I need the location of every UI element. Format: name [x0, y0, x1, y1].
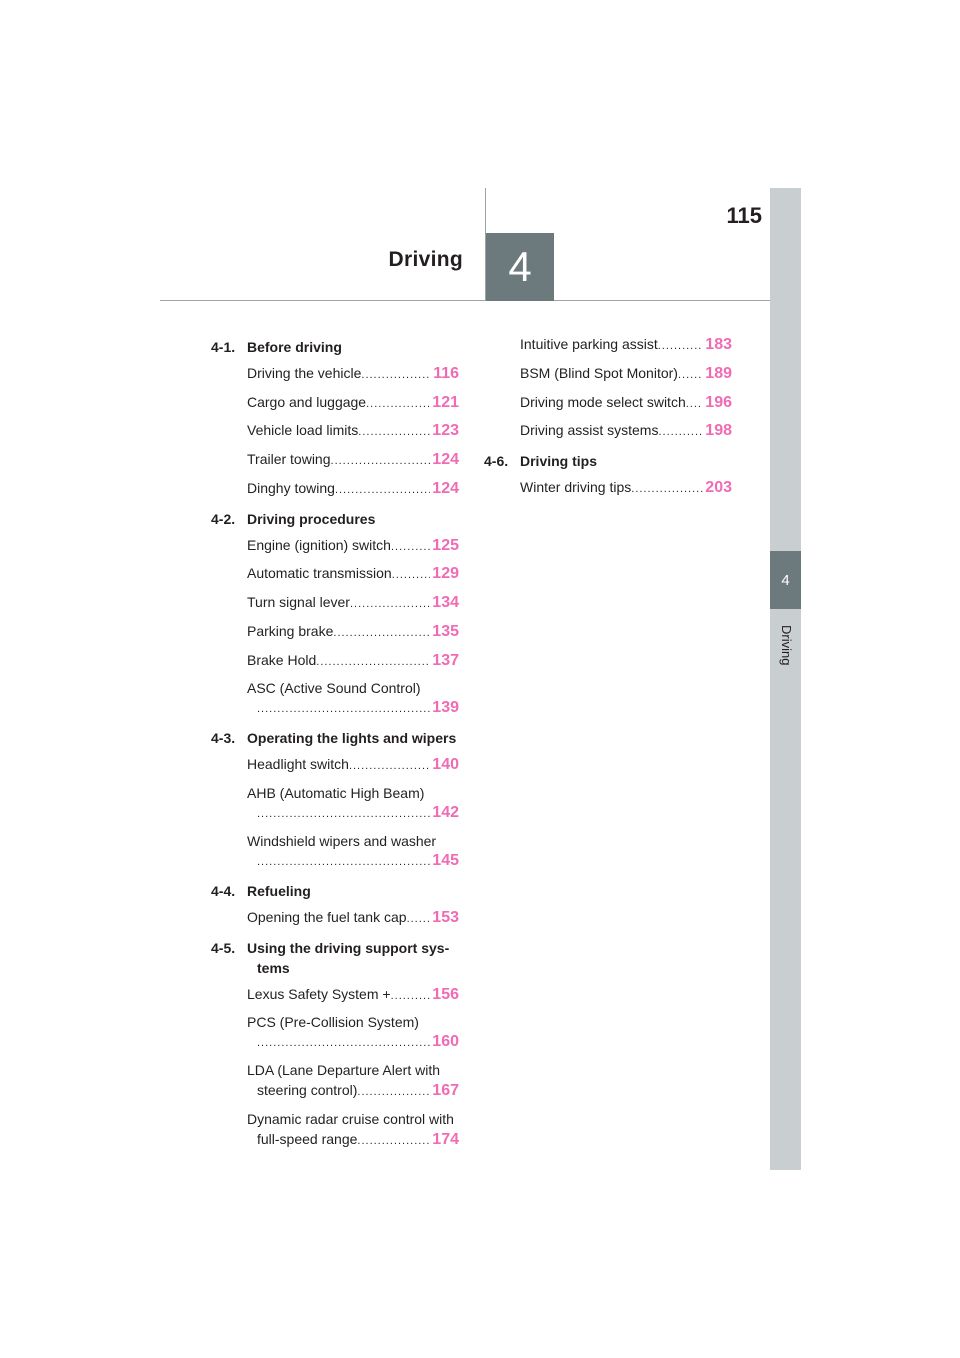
entry-title: Brake Hold	[247, 651, 317, 668]
entry-page-link[interactable]: 124	[432, 451, 459, 469]
toc-entry[interactable]	[247, 563, 459, 585]
toc-section-4-1[interactable]	[211, 337, 459, 357]
entry-title: Opening the fuel tank cap	[247, 908, 407, 925]
leader-dots	[392, 565, 431, 585]
leader-dots	[333, 623, 430, 643]
entry-title: Winter driving tips	[520, 479, 632, 496]
sidebar-label	[771, 625, 801, 685]
entry-page-link[interactable]: 134	[432, 594, 459, 612]
section-number: 4-4.	[211, 882, 236, 899]
toc-entry[interactable]	[247, 1109, 459, 1151]
entry-page-link[interactable]: 121	[432, 393, 459, 411]
page-number: 115	[726, 203, 762, 228]
entry-title: LDA (Lane Departure Alert with	[247, 1061, 440, 1078]
section-number: 4-5.	[211, 939, 236, 956]
entry-title: Intuitive parking assist	[520, 336, 658, 352]
entry-page-link[interactable]: 153	[432, 908, 459, 926]
toc-entry[interactable]	[247, 535, 459, 557]
chapter-number-box	[486, 233, 554, 301]
section-title: Before driving	[247, 339, 342, 355]
leader-dots	[357, 1131, 430, 1151]
entry-title: Cargo and luggage	[247, 393, 367, 410]
toc-entry[interactable]	[247, 478, 459, 500]
toc-entry[interactable]	[247, 449, 459, 471]
section-title-continued: tems	[257, 959, 290, 976]
entry-title: Trailer towing	[247, 451, 331, 468]
toc-column-right	[484, 334, 732, 506]
leader-dots	[686, 394, 704, 414]
entry-title: Parking brake	[247, 622, 334, 639]
entry-page-link[interactable]: 203	[705, 479, 732, 497]
toc-entry[interactable]	[520, 334, 732, 356]
entry-page-link[interactable]: 142	[432, 803, 459, 821]
section-number: 4-1.	[211, 339, 236, 355]
leader-dots	[349, 756, 430, 776]
toc-entry[interactable]	[247, 392, 459, 414]
entry-title: Windshield wipers and washer	[247, 832, 437, 849]
leader-dots	[257, 1033, 430, 1053]
entry-page-link[interactable]: 124	[432, 479, 459, 497]
sidebar-tab-number: 4	[781, 571, 790, 589]
toc-entry[interactable]	[247, 420, 459, 442]
chapter-title: Driving	[388, 248, 463, 271]
entry-title: BSM (Blind Spot Monitor)	[520, 364, 678, 381]
entry-page-link[interactable]: 116	[433, 365, 459, 382]
leader-dots	[335, 480, 430, 500]
toc-entry[interactable]	[520, 420, 732, 442]
chapter-number: 4	[508, 243, 532, 290]
toc-entry[interactable]	[247, 754, 459, 776]
leader-dots	[357, 1082, 430, 1102]
entry-title: Turn signal lever	[247, 594, 350, 611]
sidebar-chapter-tab[interactable]	[770, 551, 801, 609]
leader-dots	[331, 451, 431, 471]
entry-page-link[interactable]: 156	[432, 985, 459, 1003]
leader-dots	[658, 336, 704, 356]
entry-page-link[interactable]: 137	[432, 651, 459, 669]
entry-page-link[interactable]: 160	[432, 1033, 459, 1051]
section-title: Driving procedures	[247, 510, 376, 527]
entry-title: Driving the vehicle	[247, 365, 362, 381]
leader-dots	[407, 909, 431, 929]
toc-entry[interactable]	[520, 477, 732, 499]
entry-page-link[interactable]: 139	[432, 699, 459, 717]
toc-entry[interactable]	[247, 1012, 459, 1053]
entry-title: Headlight switch	[247, 756, 349, 773]
entry-title-continued: steering control)	[257, 1081, 358, 1098]
leader-dots	[391, 537, 430, 557]
section-number: 4-3.	[211, 730, 236, 747]
entry-page-link[interactable]: 125	[432, 536, 459, 554]
entry-title: ASC (Active Sound Control)	[247, 680, 421, 697]
toc-section-4-3[interactable]	[211, 728, 459, 748]
entry-title: Vehicle load limits	[247, 422, 359, 439]
entry-title: Automatic transmission	[247, 565, 392, 582]
toc-entry[interactable]	[247, 363, 459, 385]
entry-page-link[interactable]: 145	[432, 851, 459, 869]
section-title: Driving tips	[520, 453, 598, 470]
entry-page-link[interactable]: 135	[432, 622, 459, 640]
toc-column-left	[211, 337, 459, 1157]
toc-entry[interactable]	[247, 831, 459, 872]
toc-section-4-2[interactable]	[211, 509, 459, 529]
entry-page-link[interactable]: 198	[705, 422, 732, 440]
toc-entry[interactable]	[520, 392, 732, 414]
leader-dots	[350, 594, 430, 614]
entry-page-link[interactable]: 174	[432, 1130, 459, 1148]
entry-title: Engine (ignition) switch	[247, 536, 391, 553]
leader-dots	[366, 394, 430, 414]
toc-entry[interactable]	[247, 783, 459, 824]
entry-page-link[interactable]: 189	[705, 364, 732, 382]
entry-title: Dynamic radar cruise control with	[247, 1110, 454, 1127]
leader-dots	[678, 365, 703, 385]
toc-section-4-6[interactable]	[484, 451, 732, 471]
leader-dots	[391, 986, 431, 1006]
toc-entry[interactable]	[247, 678, 459, 719]
toc-section-4-5[interactable]	[211, 938, 459, 978]
toc-entry[interactable]	[247, 592, 459, 614]
toc-entry[interactable]	[520, 363, 732, 385]
entry-title: AHB (Automatic High Beam)	[247, 784, 425, 801]
section-title: Refueling	[247, 882, 311, 899]
leader-dots	[257, 804, 430, 824]
toc-section-4-4[interactable]	[211, 881, 459, 901]
entry-page-link[interactable]: 129	[432, 565, 459, 583]
toc-entry[interactable]	[247, 621, 459, 643]
section-title: Operating the lights and wipers	[247, 730, 457, 747]
entry-title-continued: full-speed range	[257, 1130, 358, 1147]
toc-entry[interactable]	[247, 650, 459, 672]
leader-dots	[257, 699, 430, 719]
entry-page-link[interactable]: 140	[432, 756, 459, 774]
section-number: 4-6.	[484, 453, 509, 470]
header-horizontal-rule	[160, 300, 770, 301]
toc-entry[interactable]	[247, 984, 459, 1006]
leader-dots	[631, 479, 703, 499]
entry-title: Driving mode select switch	[520, 393, 686, 410]
entry-title: Driving assist systems	[520, 422, 659, 439]
entry-page-link[interactable]: 196	[705, 393, 732, 411]
entry-page-link[interactable]: 183	[705, 336, 732, 353]
leader-dots	[361, 365, 431, 385]
entry-title: Lexus Safety System +	[247, 985, 391, 1002]
entry-title: PCS (Pre-Collision System)	[247, 1014, 419, 1031]
sidebar-label-text: Driving	[779, 625, 794, 666]
entry-page-link[interactable]: 167	[432, 1081, 459, 1099]
leader-dots	[658, 422, 703, 442]
entry-title: Dinghy towing	[247, 479, 335, 496]
entry-page-link[interactable]: 123	[432, 422, 459, 440]
toc-entry[interactable]	[247, 907, 459, 929]
leader-dots	[257, 852, 430, 872]
section-number: 4-2.	[211, 510, 236, 527]
leader-dots	[316, 652, 430, 672]
leader-dots	[358, 422, 430, 442]
toc-entry[interactable]	[247, 1060, 459, 1102]
section-title: Using the driving support sys-	[247, 939, 450, 956]
